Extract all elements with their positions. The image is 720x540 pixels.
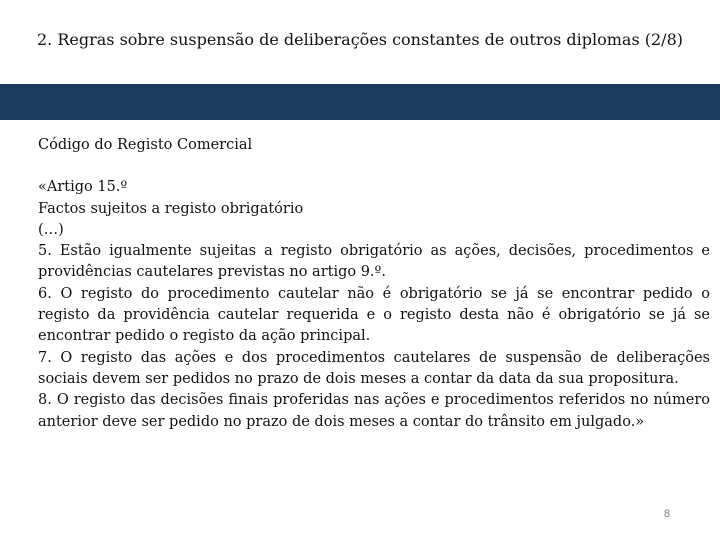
article-title: Factos sujeitos a registo obrigatório xyxy=(38,200,304,217)
paragraph-7: 7. O registo das ações e dos procedimentos cautelares de suspensão de deliberações sociais devem ser pedidos no prazo de dois meses a contar da data da sua propositura. xyxy=(38,349,710,387)
paragraph-8: 8. O registo das decisões finais proferidas nas ações e procedimentos referidos no número anterior deve ser pedido no prazo de dois meses a contar do trânsito em julgado.» xyxy=(38,392,710,430)
ellipsis: (…) xyxy=(38,221,64,238)
page-number: 8 xyxy=(664,508,671,520)
slide-title: 2. Regras sobre suspensão de deliberações constantes de outros diplomas (2/8) xyxy=(36,30,683,49)
header-bar xyxy=(0,84,720,120)
section-heading: Código do Registo Comercial xyxy=(38,137,253,153)
paragraph-5: 5. Estão igualmente sujeitas a registo obrigatório as ações, decisões, procedimentos e providências cautelares previstas no artigo 9.º. xyxy=(38,243,710,281)
article-number: «Artigo 15.º xyxy=(38,179,128,196)
paragraph-6: 6. O registo do procedimento cautelar não é obrigatório se já se encontrar pedido o registo da providência cautelar requerida e o registo desta não é obrigatório se já se encontrar pedido o registo da ação principal. xyxy=(38,285,710,345)
content-body xyxy=(38,135,710,433)
